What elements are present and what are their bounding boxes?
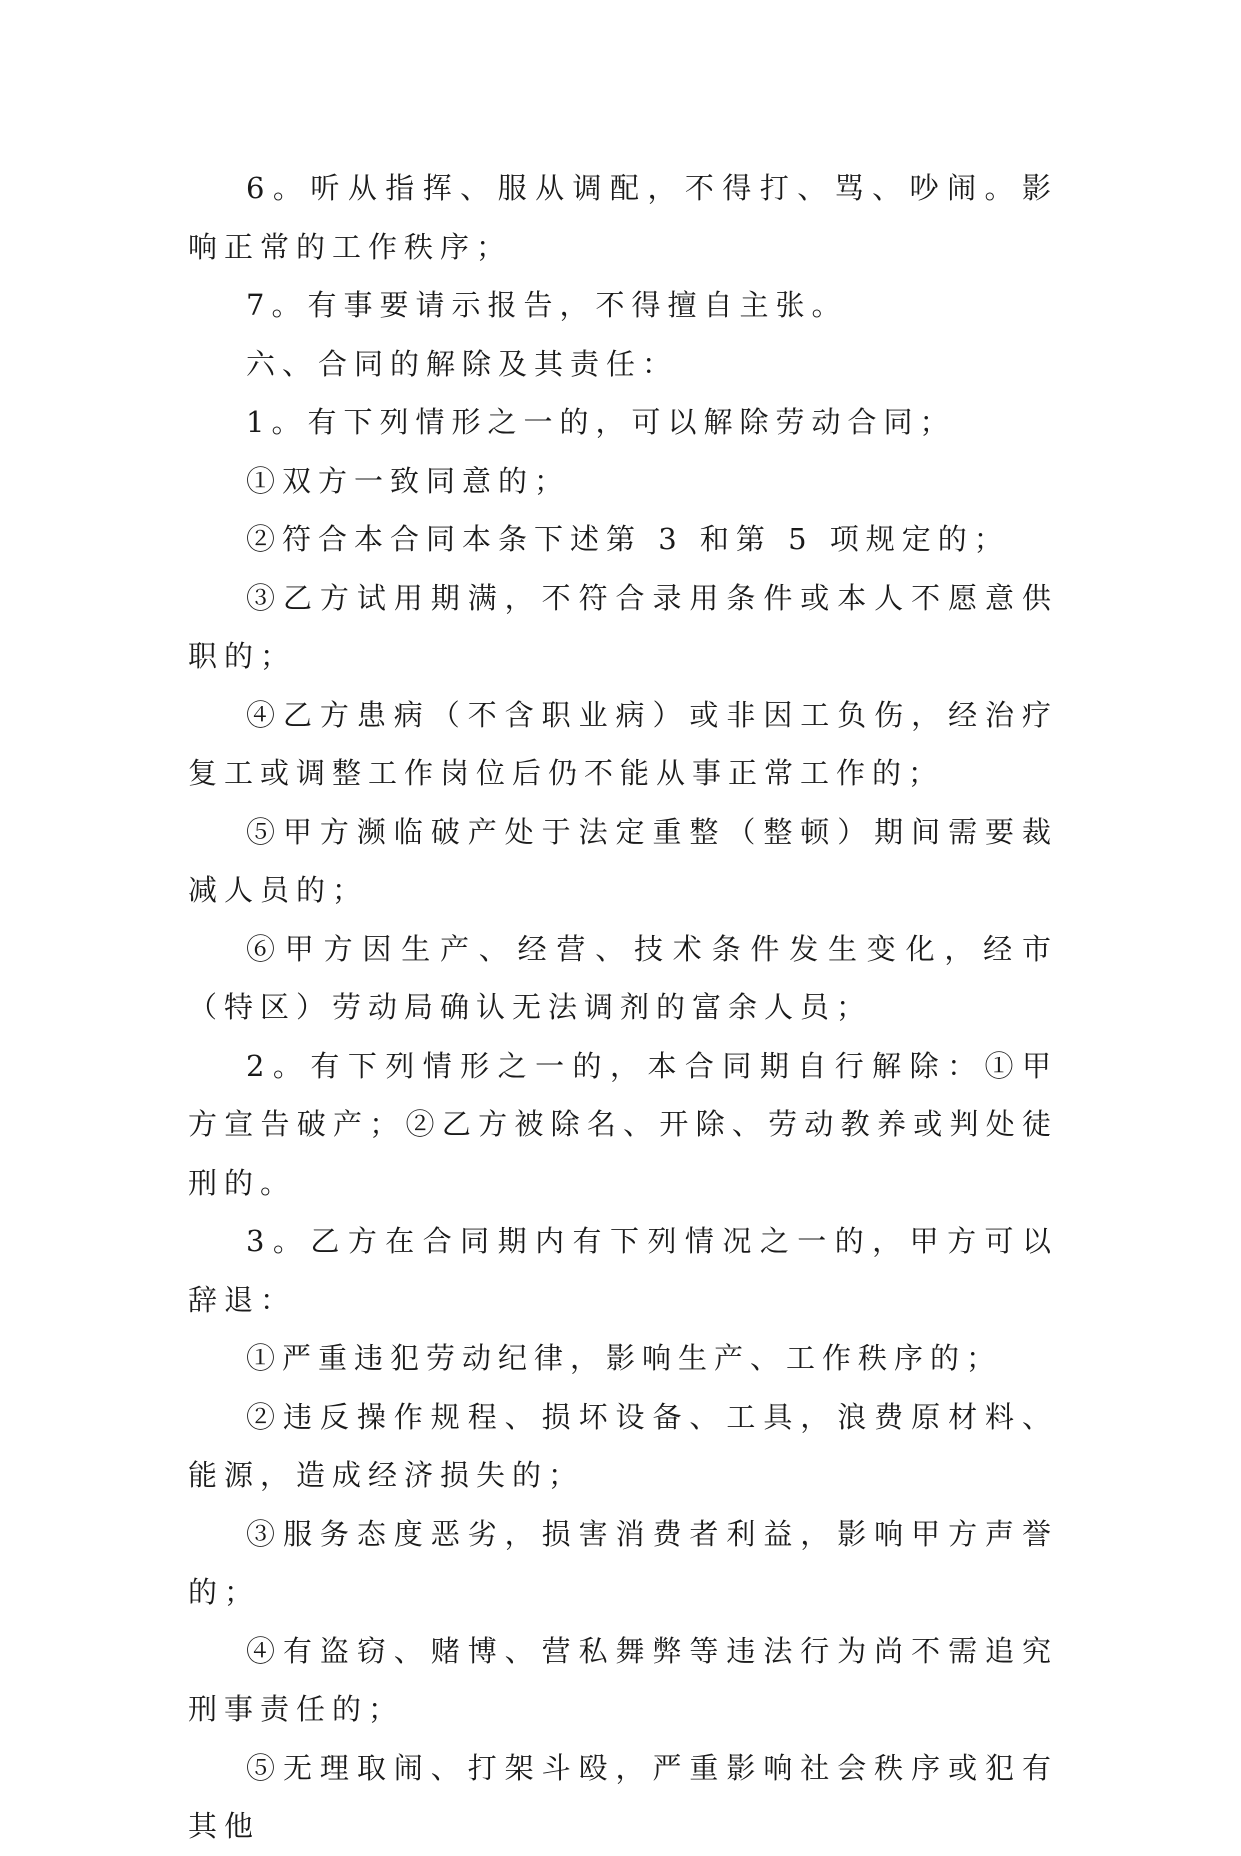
paragraph: 1。有下列情形之一的，可以解除劳动合同； <box>246 405 956 439</box>
list-item: ⑥甲方因生产、经营、技术条件发生变化，经市（特区）劳动局确认无法调剂的富余人员； <box>188 931 1058 1024</box>
list-item: ⑤甲方濒临破产处于法定重整（整顿）期间需要裁减人员的； <box>188 814 1058 907</box>
list-item: ②符合本合同本条下述第 3 和第 5 项规定的； <box>246 522 1010 556</box>
paragraph: 3。乙方在合同期内有下列情况之一的，甲方可以辞退： <box>188 1224 1058 1317</box>
list-item: ④乙方患病（不含职业病）或非因工负伤，经治疗复工或调整工作岗位后仍不能从事正常工作的； <box>188 697 1058 790</box>
list-item: ④有盗窃、赌博、营私舞弊等违法行为尚不需追究刑事责任的； <box>188 1633 1058 1726</box>
paragraph: 7。有事要请示报告，不得擅自主张。 <box>246 288 848 322</box>
list-item: ①双方一致同意的； <box>246 463 571 498</box>
paragraph: 2。有下列情形之一的，本合同期自行解除：①甲方宣告破产；②乙方被除名、开除、劳动教养或判处徒刑的。 <box>188 1048 1058 1200</box>
document-body <box>188 159 1058 1856</box>
list-item: ⑤无理取闹、打架斗殴，严重影响社会秩序或犯有其他 <box>188 1750 1058 1843</box>
section-heading: 六、合同的解除及其责任： <box>246 346 679 381</box>
list-item: ③服务态度恶劣，损害消费者利益，影响甲方声誉的； <box>188 1516 1058 1609</box>
list-item: ③乙方试用期满，不符合录用条件或本人不愿意供职的； <box>188 580 1058 673</box>
list-item: ①严重违犯劳动纪律，影响生产、工作秩序的； <box>246 1341 1003 1375</box>
list-item: ②违反操作规程、损坏设备、工具，浪费原材料、能源，造成经济损失的； <box>188 1399 1058 1492</box>
paragraph: 6。听从指挥、服从调配，不得打、骂、吵闹。影响正常的工作秩序； <box>188 171 1058 264</box>
